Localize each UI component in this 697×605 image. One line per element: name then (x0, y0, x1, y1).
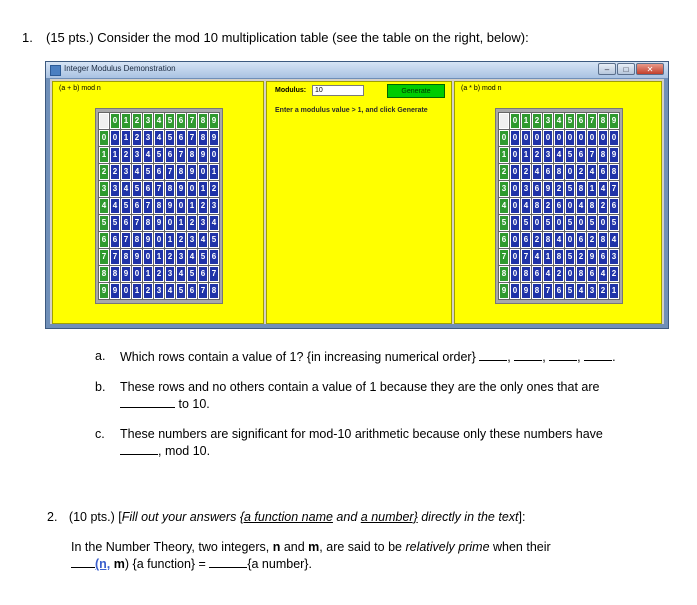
table-cell: 2 (209, 181, 219, 197)
table-cell: 9 (165, 198, 175, 214)
table-cell: 8 (110, 266, 120, 282)
table-cell: 0 (187, 181, 197, 197)
table-cell: 8 (587, 198, 597, 214)
table-row-header: 5 (499, 215, 509, 231)
table-cell: 2 (176, 232, 186, 248)
table-header-cell: 1 (121, 113, 131, 129)
table-cell: 3 (176, 249, 186, 265)
table-cell: 8 (598, 232, 608, 248)
table-cell: 9 (154, 215, 164, 231)
table-cell: 4 (121, 181, 131, 197)
table-cell: 6 (176, 130, 186, 146)
table-cell: 6 (521, 232, 531, 248)
table-cell: 6 (187, 283, 197, 299)
table-cell: 7 (176, 147, 186, 163)
close-icon[interactable]: ✕ (636, 63, 664, 75)
table-cell: 8 (532, 198, 542, 214)
item-c-text: These numbers are significant for mod-10 arithmetic because only these numbers have (120, 427, 603, 441)
table-corner (499, 113, 509, 129)
item-a-text: Which rows contain a value of 1? {in increasing numerical order} (120, 350, 476, 364)
table-cell: 0 (554, 215, 564, 231)
table-cell: 4 (598, 266, 608, 282)
table-cell: 0 (532, 130, 542, 146)
table-cell: 5 (198, 249, 208, 265)
table-cell: 0 (110, 130, 120, 146)
question-2-answer-line: (n, m) {a function} = {a number}. (71, 556, 671, 572)
table-row-header: 1 (99, 147, 109, 163)
table-cell: 1 (121, 130, 131, 146)
item-c-text-end: , mod 10. (158, 444, 211, 458)
table-cell: 0 (510, 147, 520, 163)
table-cell: 2 (154, 266, 164, 282)
question-1-text: (15 pts.) Consider the mod 10 multiplication table (see the table on the right, below): (46, 30, 529, 45)
table-header-cell: 1 (521, 113, 531, 129)
question-2: 2. (10 pts.) [Fill out your answers {a function name and a number} directly in the text]: (47, 510, 526, 524)
table-row-header: 4 (499, 198, 509, 214)
table-cell: 0 (554, 130, 564, 146)
table-cell: 2 (554, 181, 564, 197)
table-cell: 4 (521, 198, 531, 214)
table-cell: 0 (565, 232, 575, 248)
table-cell: 7 (521, 249, 531, 265)
table-cell: 5 (165, 130, 175, 146)
table-cell: 5 (609, 215, 619, 231)
table-cell: 0 (565, 266, 575, 282)
table-cell: 5 (176, 283, 186, 299)
table-cell: 0 (510, 198, 520, 214)
table-cell: 4 (165, 283, 175, 299)
table-cell: 2 (187, 215, 197, 231)
table-cell: 7 (187, 130, 197, 146)
table-row-header: 6 (499, 232, 509, 248)
table-cell: 9 (521, 283, 531, 299)
table-cell: 7 (609, 181, 619, 197)
table-header-cell: 3 (143, 113, 153, 129)
table-cell: 4 (198, 232, 208, 248)
table-cell: 2 (121, 147, 131, 163)
table-cell: 8 (165, 181, 175, 197)
table-cell: 8 (521, 266, 531, 282)
table-cell: 6 (576, 232, 586, 248)
multiplication-panel-label: (a * b) mod n (461, 85, 502, 92)
table-header-cell: 8 (198, 113, 208, 129)
table-row-header: 2 (99, 164, 109, 180)
table-cell: 3 (609, 249, 619, 265)
table-cell: 9 (609, 147, 619, 163)
table-cell: 2 (110, 164, 120, 180)
table-cell: 9 (176, 181, 186, 197)
table-cell: 6 (165, 147, 175, 163)
table-row-header: 7 (499, 249, 509, 265)
table-cell: 5 (110, 215, 120, 231)
table-cell: 0 (576, 215, 586, 231)
table-cell: 2 (198, 198, 208, 214)
table-row-header: 4 (99, 198, 109, 214)
table-cell: 8 (209, 283, 219, 299)
table-cell: 0 (510, 266, 520, 282)
table-cell: 8 (554, 249, 564, 265)
table-cell: 4 (543, 266, 553, 282)
table-cell: 4 (554, 232, 564, 248)
table-cell: 2 (532, 147, 542, 163)
table-header-cell: 7 (187, 113, 197, 129)
table-cell: 8 (554, 164, 564, 180)
modulus-hint: Enter a modulus value > 1, and click Generate (275, 107, 428, 114)
table-cell: 1 (143, 266, 153, 282)
addition-panel-label: (a + b) mod n (59, 85, 101, 92)
table-cell: 1 (132, 283, 142, 299)
table-cell: 5 (209, 232, 219, 248)
table-cell: 5 (543, 215, 553, 231)
multiplication-table (495, 108, 623, 304)
table-row-header: 0 (499, 130, 509, 146)
table-cell: 0 (121, 283, 131, 299)
table-cell: 5 (143, 164, 153, 180)
table-header-cell: 8 (598, 113, 608, 129)
table-cell: 7 (165, 164, 175, 180)
table-cell: 1 (176, 215, 186, 231)
table-row-header: 8 (99, 266, 109, 282)
table-cell: 7 (121, 232, 131, 248)
table-cell: 8 (187, 147, 197, 163)
table-cell: 5 (132, 181, 142, 197)
addition-table (95, 108, 223, 304)
table-cell: 9 (143, 232, 153, 248)
table-cell: 1 (521, 147, 531, 163)
table-cell: 0 (576, 130, 586, 146)
table-header-cell: 4 (154, 113, 164, 129)
table-cell: 8 (609, 164, 619, 180)
table-header-cell: 5 (565, 113, 575, 129)
table-cell: 6 (132, 198, 142, 214)
table-cell: 4 (143, 147, 153, 163)
table-cell: 7 (543, 283, 553, 299)
table-cell: 9 (110, 283, 120, 299)
table-cell: 1 (209, 164, 219, 180)
table-cell: 0 (154, 232, 164, 248)
table-cell: 0 (143, 249, 153, 265)
table-cell: 2 (132, 130, 142, 146)
table-cell: 9 (187, 164, 197, 180)
answer-blank[interactable] (120, 443, 158, 455)
table-cell: 1 (543, 249, 553, 265)
table-header-cell: 9 (609, 113, 619, 129)
table-cell: 2 (609, 266, 619, 282)
table-cell: 0 (587, 130, 597, 146)
table-cell: 0 (598, 130, 608, 146)
table-cell: 6 (543, 164, 553, 180)
table-cell: 0 (165, 215, 175, 231)
table-header-cell: 2 (132, 113, 142, 129)
table-cell: 1 (110, 147, 120, 163)
table-cell: 4 (532, 249, 542, 265)
table-cell: 8 (532, 283, 542, 299)
answer-blank[interactable] (584, 349, 612, 361)
table-cell: 1 (154, 249, 164, 265)
table-cell: 0 (510, 215, 520, 231)
table-header-cell: 9 (209, 113, 219, 129)
table-cell: 0 (598, 215, 608, 231)
number-blank[interactable] (209, 556, 247, 568)
table-row-header: 5 (99, 215, 109, 231)
table-header-cell: 6 (176, 113, 186, 129)
table-cell: 0 (510, 249, 520, 265)
table-cell: 8 (143, 215, 153, 231)
table-cell: 1 (187, 198, 197, 214)
table-cell: 4 (609, 232, 619, 248)
table-cell: 8 (132, 232, 142, 248)
table-cell: 4 (598, 181, 608, 197)
controls-panel (266, 81, 452, 324)
table-cell: 1 (165, 232, 175, 248)
table-cell: 7 (132, 215, 142, 231)
table-cell: 9 (121, 266, 131, 282)
table-cell: 7 (143, 198, 153, 214)
table-cell: 6 (554, 198, 564, 214)
table-cell: 9 (209, 130, 219, 146)
table-corner (99, 113, 109, 129)
table-cell: 5 (121, 198, 131, 214)
table-header-cell: 2 (532, 113, 542, 129)
addition-panel (52, 81, 264, 324)
table-cell: 4 (110, 198, 120, 214)
table-cell: 5 (154, 147, 164, 163)
table-cell: 2 (165, 249, 175, 265)
table-cell: 0 (609, 130, 619, 146)
table-cell: 0 (176, 198, 186, 214)
table-header-cell: 0 (110, 113, 120, 129)
table-cell: 2 (543, 198, 553, 214)
table-cell: 6 (209, 249, 219, 265)
table-cell: 2 (587, 232, 597, 248)
table-row-header: 0 (99, 130, 109, 146)
table-cell: 5 (565, 283, 575, 299)
table-cell: 7 (154, 181, 164, 197)
table-cell: 1 (198, 181, 208, 197)
table-cell: 6 (598, 249, 608, 265)
table-cell: 6 (576, 147, 586, 163)
item-c-label: c. (95, 427, 105, 441)
generate-button[interactable]: Generate (387, 84, 445, 98)
table-cell: 5 (521, 215, 531, 231)
item-b-text: These rows and no others contain a value of 1 because they are the only ones that are (120, 380, 600, 394)
table-header-cell: 6 (576, 113, 586, 129)
table-cell: 4 (576, 198, 586, 214)
table-header-cell: 5 (165, 113, 175, 129)
window-titlebar (46, 62, 668, 78)
table-cell: 0 (521, 130, 531, 146)
table-cell: 1 (587, 181, 597, 197)
minimize-icon[interactable]: – (598, 63, 616, 75)
item-b-label: b. (95, 380, 106, 394)
table-cell: 0 (565, 130, 575, 146)
item-a-label: a. (95, 349, 106, 363)
table-cell: 8 (576, 266, 586, 282)
answer-blank[interactable] (514, 349, 542, 361)
table-row-header: 2 (499, 164, 509, 180)
table-row-header: 9 (499, 283, 509, 299)
table-cell: 2 (576, 249, 586, 265)
table-cell: 4 (187, 249, 197, 265)
modulus-input[interactable] (312, 85, 364, 96)
table-cell: 3 (143, 130, 153, 146)
table-cell: 3 (543, 147, 553, 163)
maximize-icon[interactable]: □ (617, 63, 635, 75)
table-cell: 3 (587, 283, 597, 299)
table-cell: 6 (609, 198, 619, 214)
table-cell: 0 (532, 215, 542, 231)
table-cell: 7 (110, 249, 120, 265)
table-cell: 4 (209, 215, 219, 231)
table-header-cell: 3 (543, 113, 553, 129)
table-cell: 2 (598, 283, 608, 299)
table-row-header: 7 (99, 249, 109, 265)
table-cell: 8 (598, 147, 608, 163)
app-icon (50, 65, 61, 76)
table-cell: 0 (510, 283, 520, 299)
table-cell: 4 (532, 164, 542, 180)
table-cell: 0 (510, 164, 520, 180)
table-cell: 7 (209, 266, 219, 282)
table-cell: 8 (198, 130, 208, 146)
question-2-body: In the Number Theory, two integers, n and m, are said to be relatively prime when their (71, 540, 551, 554)
table-cell: 1 (609, 283, 619, 299)
table-row-header: 6 (99, 232, 109, 248)
table-cell: 2 (521, 164, 531, 180)
table-cell: 9 (132, 249, 142, 265)
table-cell: 9 (587, 249, 597, 265)
modulus-label: Modulus: (275, 87, 307, 94)
table-cell: 3 (165, 266, 175, 282)
table-cell: 2 (532, 232, 542, 248)
table-cell: 4 (587, 164, 597, 180)
window-content (50, 79, 664, 324)
table-row-header: 1 (499, 147, 509, 163)
table-row-header: 3 (99, 181, 109, 197)
table-cell: 6 (598, 164, 608, 180)
table-cell: 4 (554, 147, 564, 163)
table-cell: 8 (121, 249, 131, 265)
table-cell: 6 (110, 232, 120, 248)
table-header-cell: 0 (510, 113, 520, 129)
table-cell: 5 (565, 147, 575, 163)
table-cell: 8 (543, 232, 553, 248)
table-cell: 6 (121, 215, 131, 231)
table-row-header: 9 (99, 283, 109, 299)
answer-blank[interactable] (120, 396, 175, 408)
app-window-screenshot (45, 61, 669, 329)
table-row-header: 3 (499, 181, 509, 197)
window-title: Integer Modulus Demonstration (64, 64, 176, 73)
item-b-text-end: to 10. (178, 397, 210, 411)
table-cell: 5 (187, 266, 197, 282)
table-cell: 3 (121, 164, 131, 180)
table-cell: 0 (543, 130, 553, 146)
table-cell: 3 (521, 181, 531, 197)
table-cell: 4 (176, 266, 186, 282)
table-cell: 5 (587, 215, 597, 231)
table-cell: 3 (132, 147, 142, 163)
table-cell: 3 (154, 283, 164, 299)
table-cell: 6 (554, 283, 564, 299)
table-cell: 0 (565, 164, 575, 180)
table-cell: 9 (543, 181, 553, 197)
table-cell: 8 (576, 181, 586, 197)
table-cell: 0 (510, 181, 520, 197)
table-header-cell: 4 (554, 113, 564, 129)
table-header-cell: 7 (587, 113, 597, 129)
table-row-header: 8 (499, 266, 509, 282)
table-cell: 2 (576, 164, 586, 180)
table-cell: 6 (198, 266, 208, 282)
table-cell: 7 (198, 283, 208, 299)
table-cell: 5 (565, 249, 575, 265)
table-cell: 6 (587, 266, 597, 282)
table-cell: 6 (532, 266, 542, 282)
multiplication-panel (454, 81, 662, 324)
table-cell: 7 (587, 147, 597, 163)
answer-text[interactable]: (n, (95, 557, 111, 571)
table-cell: 6 (143, 181, 153, 197)
table-cell: 0 (510, 232, 520, 248)
table-cell: 2 (598, 198, 608, 214)
table-cell: 6 (532, 181, 542, 197)
table-cell: 2 (554, 266, 564, 282)
table-cell: 4 (576, 283, 586, 299)
table-cell: 5 (565, 215, 575, 231)
function-name-blank[interactable] (71, 556, 95, 568)
table-cell: 3 (198, 215, 208, 231)
table-cell: 8 (176, 164, 186, 180)
table-cell: 3 (209, 198, 219, 214)
table-cell: 2 (143, 283, 153, 299)
question-1 (22, 30, 529, 45)
table-cell: 0 (565, 198, 575, 214)
answer-blank[interactable] (549, 349, 577, 361)
answer-blank[interactable] (479, 349, 507, 361)
table-cell: 4 (154, 130, 164, 146)
table-cell: 5 (565, 181, 575, 197)
table-cell: 0 (198, 164, 208, 180)
table-cell: 6 (154, 164, 164, 180)
question-1-number: 1. (22, 30, 33, 45)
table-cell: 8 (154, 198, 164, 214)
table-cell: 3 (187, 232, 197, 248)
table-cell: 0 (510, 130, 520, 146)
table-cell: 0 (132, 266, 142, 282)
question-2-number: 2. (47, 510, 58, 524)
table-cell: 9 (198, 147, 208, 163)
table-cell: 0 (209, 147, 219, 163)
table-cell: 4 (132, 164, 142, 180)
table-cell: 3 (110, 181, 120, 197)
